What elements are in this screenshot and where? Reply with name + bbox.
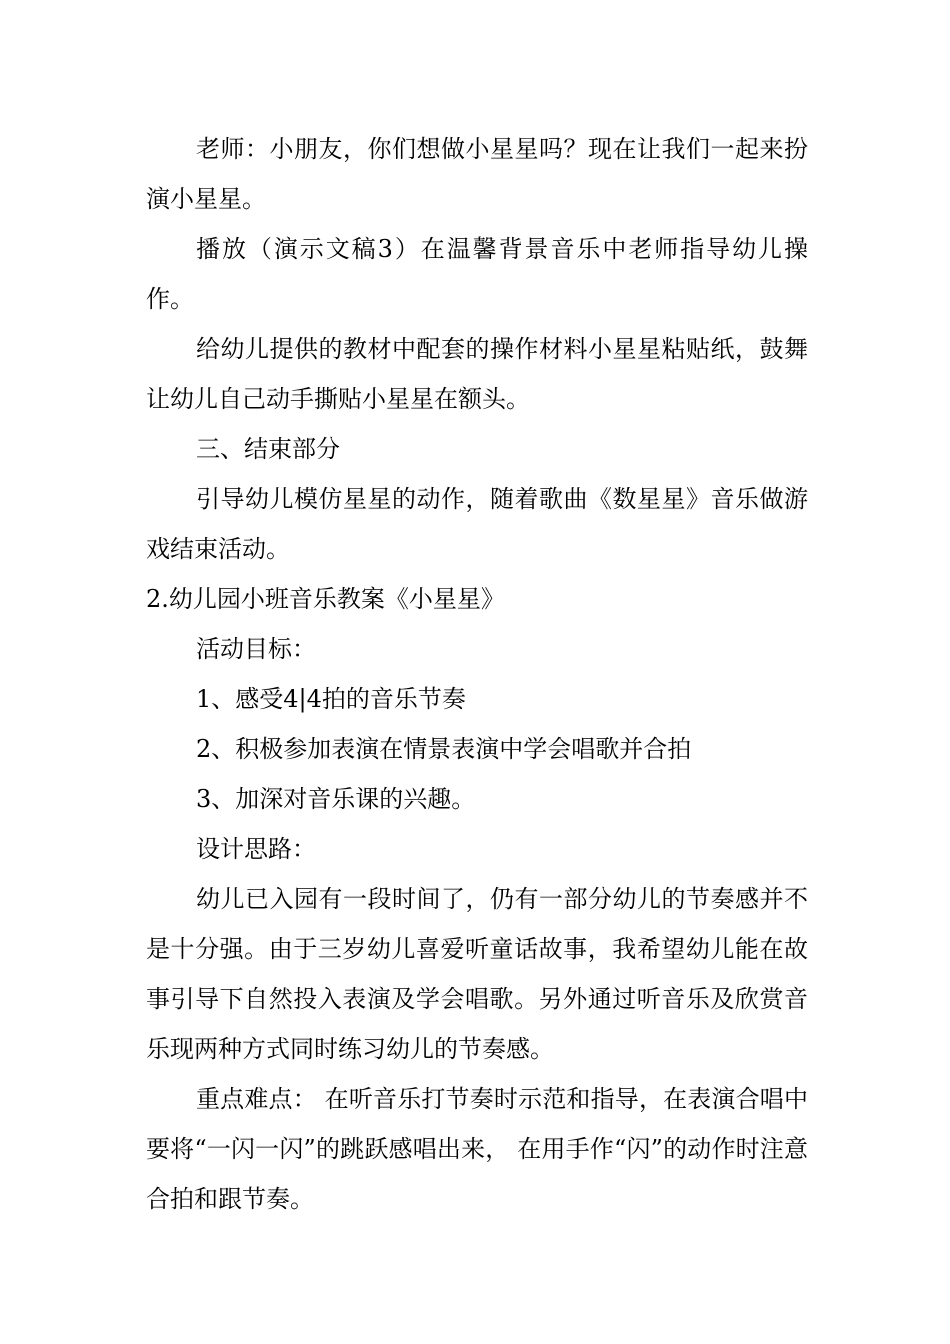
heading-activity-goals: 活动目标： [196,635,316,663]
document-body [146,124,808,1224]
goal-item-2: 2、积极参加表演在情景表演中学会唱歌并合拍 [196,735,692,763]
goal-item-3: 3、加深对音乐课的兴趣。 [196,785,476,813]
lesson-title: 2.幼儿园小班音乐教案《小星星》 [146,585,505,613]
paragraph-stickers: 给幼儿提供的教材中配套的操作材料小星星粘贴纸，鼓舞让幼儿自己动手撕贴小星星在额头。 [146,335,808,413]
heading-design-idea: 设计思路： [196,835,316,863]
paragraph-design-idea: 幼儿已入园有一段时间了，仍有一部分幼儿的节奏感并不是十分强。由于三岁幼儿喜爱听童话故事，我希望幼儿能在故事引导下自然投入表演及学会唱歌。另外通过听音乐及欣赏音乐现两种方式同时练习幼儿的节奏感。 [146,885,808,1063]
paragraph-teacher-dialogue: 老师：小朋友，你们想做小星星吗？现在让我们一起来扮演小星星。 [146,135,808,213]
goal-item-1: 1、感受4|4拍的音乐节奏 [196,685,466,713]
paragraph-ending-activity: 引导幼儿模仿星星的动作，随着歌曲《数星星》音乐做游戏结束活动。 [146,485,808,563]
paragraph-key-points: 重点难点： 在听音乐打节奏时示范和指导，在表演合唱中要将“一闪一闪”的跳跃感唱出来， 在用手作“闪”的动作时注意合拍和跟节奏。 [146,1085,808,1213]
paragraph-play-slides: 播放（演示文稿3）在温馨背景音乐中老师指导幼儿操作。 [146,235,808,313]
section-heading-ending: 三、结束部分 [196,435,340,463]
